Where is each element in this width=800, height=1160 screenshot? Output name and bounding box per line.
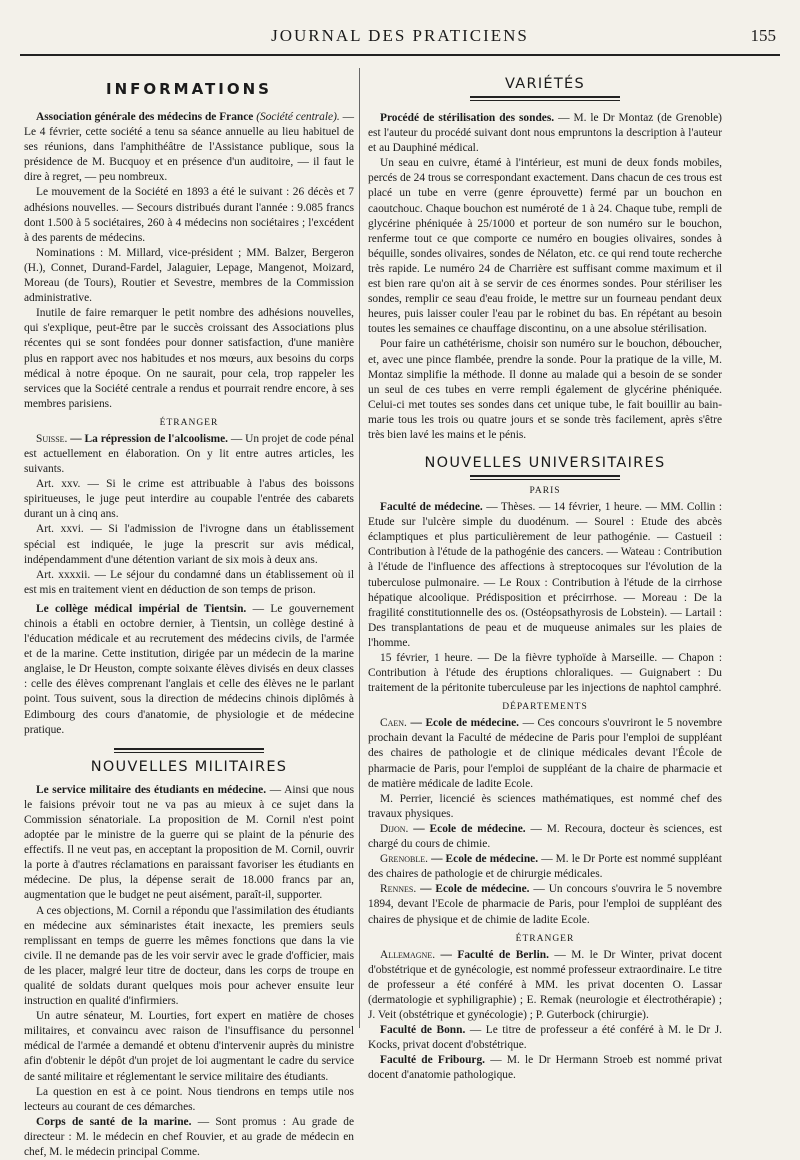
section-title-militaires: NOUVELLES MILITAIRES — [90, 758, 288, 775]
body-corps-sante: — Sont promus : Au grade de directeur : M. le médecin en chef Rouvier, et au grade de médecin en chef, M. le médecin principal Comme. — [24, 1115, 354, 1158]
paragraph-senateur: Un autre sénateur, M. Lourties, fort expert en matière de choses militaires, et convaincu avec raison de l'insuffisance du personnel médical de l'armée a demandé et obtenu d'intervenir auprès du ministre afin d'obtenir le dépôt d'un projet de loi augmentant le cadre du service de santé militaire et réglementant le service militaire des étudiants. — [24, 1010, 354, 1083]
subhead-departements: DÉPARTEMENTS — [502, 702, 588, 713]
lead-rennes: — Ecole de médecine. — [420, 883, 530, 896]
paragraph-art-25: Art. xxv. — Si le crime est attribuable à l'abus des boissons spiritueuses, le juge peut interdire au coupable l'entrée des cabarets durant un à cinq ans. — [24, 478, 354, 521]
paragraph-seau: Un seau en cuivre, étamé à l'intérieur, est muni de deux fonds mobiles, percés de 24 trous se correspondant exactement. Dans chacun de ces trous est placé un tube en verre (genre éprouvette) fermé par un bouchon en caoutchouc. Chaque bouchon est numéroté de 1 à 24. Chaque tube, rempli de glycérine phéniquée à 25/1000 et porteur de son numéro sur le bouchon, renferme tout ce que comporte ce numéro en bougies olivaires, sondes à béquille, sondes olivaires, sondes de Nélaton, etc. ce qui rend toute recherche très rapide. Le numéro 24 de Charrière est suffisant comme maximum et il est bien rare qu'on ait à se servir de ces énormes sondes. Pour stériliser les sondes, remplir ce seau d'eau froide, le mettre sur un fourneau pendant deux heures, puis laisser couler l'eau par le robinet du bas. En répétant au besoin toutes les semaines ce chauffage discontinu, on a une absolue stérilisation. — [368, 157, 722, 336]
body-fribourg: — M. le Dr Hermann Stroeb est nommé privat docent d'anatomie pathologique. — [368, 1054, 722, 1082]
body-rennes: — Un concours s'ouvrira le 5 novembre 1894, devant l'Ecole de pharmacie de Paris, pour l'emploi de suppléant des chaires de physique et de chimie de ladite Ecole. — [368, 883, 722, 926]
city-rennes: Rennes. — [380, 883, 417, 896]
paragraph-association — [24, 110, 354, 185]
paragraph-caen — [368, 716, 722, 791]
paragraph-faculte-paris — [368, 500, 722, 651]
body-faculte-paris: — Thèses. — 14 février, 1 heure. — MM. Collin : Etude sur l'ulcère simple du duodénum. — Sourel : Etude des abcès éclamptiques et plus particulièrement de leur pathogénie. — Castueil : Contribution à l'étude de la pathogénie des cancers. — Wateau : Contribution à l'étude de l'influence des affections à streptocoques sur l'évolution de la tuberculose pulmonaire. — Le Roux : Contribution à l'étude de la cirrhose hépatique alcoolique. Prédisposition et précirrhose. — Moreau : De la fragilité constitutionnelle des os. (Ostéopsathyrosis de Lobstein). — Lartail : Des transplantations de peau et de muqueuse animales sur les plaies de l'homme. — [368, 501, 722, 649]
paragraph-adhesions: Inutile de faire remarquer le petit nombre des adhésions nouvelles, qui s'explique, peut-être par le succès croissant des Associations plus récentes qui se sont fondées pour donner satisfaction, d'une manière plus en rapport avec nos habitudes et nos mœurs, aux besoins du corps médical à notre époque. On ne saurait, pour cela, trop rappeler les services que la Société centrale a rendus et pourrait rendre encore, à ses membres parisiens. — [24, 307, 354, 410]
paragraph-perrier: M. Perrier, licencié ès sciences mathématiques, est nommé chef des travaux physiques. — [368, 792, 722, 820]
lead-tientsin: Le collège médical impérial de Tientsin. — [36, 602, 247, 615]
subhead-etranger-2: ÉTRANGER — [515, 933, 575, 944]
city-caen: Caen. — [380, 717, 407, 730]
section-title-varietes: VARIÉTÉS — [504, 76, 586, 92]
paragraph-grenoble — [368, 852, 722, 882]
body-grenoble: — M. le Dr Porte est nommé suppléant des chaires de pathologie et de chirurgie médicales. — [368, 853, 722, 881]
city-grenoble: Grenoble. — [380, 853, 428, 866]
paragraph-tientsin — [24, 602, 354, 738]
paragraph-suisse — [24, 432, 354, 477]
section-title-universitaires: NOUVELLES UNIVERSITAIRES — [424, 455, 666, 472]
journal-title: JOURNAL DES PRATICIENS — [271, 26, 529, 45]
body-caen: — Ces concours s'ouvriront le 5 novembre prochain devant la Faculté de médecine de Paris pour l'emploi de suppléant des chaires de pathologie et de clinique médicales devant l'École de pharmacie de Paris, pour l'emploi de suppléant de la chaire de pharmacie et de matière médicale de ladite Ecole. — [368, 717, 722, 790]
country-allemagne: Allemagne. — [380, 948, 436, 961]
lead-fribourg: Faculté de Fribourg. — [380, 1054, 486, 1067]
country-suisse: Suisse. — [36, 432, 68, 445]
paragraph-question: La question en est à ce point. Nous tiendrons en temps utile nos lecteurs au courant de ces démarches. — [24, 1085, 354, 1113]
body-tientsin: — Le gouvernement chinois a établi en octobre dernier, à Tientsin, un collège destiné à l'éducation médicale et au recrutement des médecins civils, de l'armée et de la marine. Cette institution, dirigée par un médecin de la marine anglaise, le Dr Heuston, compte soixante élèves divisés en deux classes : celle des élèves comprenant l'anglais et celle des élèves ne le parlant point. Tous suivent, sous la direction de médecins chinois diplômés à Edimbourg des cours d'anatomie, de physiologie et de médecine pratique. — [24, 602, 354, 736]
paragraph-15-fevrier: 15 février, 1 heure. — De la fièvre typhoïde à Marseille. — Chapon : Contribution à l'étude des éruptions chloraliques. — Guignabert : Du traitement de la péritonite tuberculeuse par les injections de naphtol camphré. — [368, 652, 722, 695]
paragraph-catheterisme: Pour faire un cathétérisme, choisir son numéro sur le bouchon, déboucher, et, avec une pince flambée, prendre la sonde. Pour la pratique de la ville, M. Montaz simplifie la méthode. Il donne au malade qui a besoin de se sonder un seul de ces tubes en verre rempli également de glycérine phéniquée. Celui-ci met toutes ses sondes dans cet unique tube, le fait bouillir au bain-marie tous les trois ou quatre jours et se sonde très facilement, après s'être très bien lavé les mains et le pénis. — [368, 338, 722, 441]
column-divider — [359, 68, 360, 1028]
body-service-militaire: — Ainsi que nous le faisions prévoir tout ne va pas au mieux à ce sujet dans la Commission sénatoriale. La proposition de M. Cornil n'est point adoptée par le ministre de la guerre qui se plaint de la pénurie des effectifs. Il ne veut pas, en acceptant la proposition de M. Cornil, ouvrir la porte à d'autres réclamations en paraissant favoriser les étudiants en médecine. De plus, la dépense serait de 18.000 francs par an, augmentation que le budget ne peut aisément, paraît-il, supporter. — [24, 783, 355, 902]
page-number: 155 — [750, 26, 776, 45]
paragraph-bonn — [368, 1023, 722, 1053]
lead-bonn: Faculté de Bonn. — [380, 1024, 466, 1037]
paragraph-fribourg — [368, 1053, 722, 1083]
header-rule — [20, 54, 780, 56]
lead-caen: — Ecole de médecine. — [410, 717, 519, 730]
rule-militaires-top — [114, 748, 264, 753]
lead-dijon: — Ecole de médecine. — [413, 822, 526, 835]
lead-grenoble: — Ecole de médecine. — [431, 853, 539, 866]
right-column — [368, 62, 722, 1083]
body-suisse: — Un projet de code pénal est actuellement en élaboration. On y lit entre autres articles, les suivants. — [24, 432, 354, 476]
paragraph-nominations: Nominations : M. Millard, vice-président ; MM. Balzer, Bergeron (H.), Connet, Durand-Fardel, Jalaguier, Lepage, Mangenot, Moizard, Moreau (de Tours), Routier et Sevestre, membres de la Commission administrative. — [24, 246, 354, 305]
body-bonn: — Le titre de professeur a été conféré à M. le Dr J. Kocks, privat docent d'obstétrique. — [368, 1024, 722, 1052]
paragraph-mouvement: Le mouvement de la Société en 1893 a été le suivant : 26 décès et 7 adhésions nouvelles. — Secours distribués durant l'année : 9.085 francs dont 1.500 à 5 sociétaires, 260 à 4 médecins non sociétaires ; l'excédent à des parents de médecins. — [24, 186, 354, 244]
paragraph-art-33: Art. xxxxii. — Le séjour du condamné dans un établissement où il est mis en traitement vient en déduction de son temps de prison. — [24, 568, 354, 596]
subhead-etranger: ÉTRANGER — [159, 417, 219, 428]
lead-association-italic: (Société centrale). — [256, 111, 340, 123]
rule-universitaires — [470, 475, 620, 480]
paragraph-dijon — [368, 822, 722, 852]
lead-faculte-paris: Faculté de médecine. — [380, 501, 483, 514]
subhead-paris: PARIS — [529, 486, 561, 497]
paragraph-objections: A ces objections, M. Cornil a répondu que l'assimilation des étudiants en médecine aux séminaristes était inexacte, les premiers seuls remplissant en temps de guerre les mêmes fonctions que dans la vie civile. Il ne demande pas de les voir servir avec le grade d'officier, mais de les placer, malgré leur titre de docteur, dans les corps de troupe en qualité de soldats durant quelques mois pour achever ensuite leur instruction en qualité d'infirmiers. — [24, 904, 354, 1008]
paragraph-service-militaire — [24, 783, 354, 904]
lead-association: Association générale des médecins de France — [36, 111, 254, 123]
section-title-informations: INFORMATIONS — [106, 80, 272, 98]
left-column — [24, 62, 354, 1160]
lead-service-militaire: Le service militaire des étudiants en médecine. — [36, 783, 267, 796]
paragraph-art-26: Art. xxvi. — Si l'admission de l'ivrogne dans un établissement spécial est indiquée, le juge la prescrit sur avis médical, indépendamment d'une détention variant de six mois à deux ans. — [24, 523, 354, 566]
city-dijon: Dijon. — [380, 822, 409, 835]
paragraph-procede — [368, 111, 722, 156]
lead-suisse: — La répression de l'alcoolisme. — [70, 432, 229, 445]
body-allemagne: — M. le Dr Winter, privat docent d'obstétrique et de gynécologie, est nommé professeur extraordinaire. Le titre de professeur a été conféré à MM. les privat docenten O. Lassar (dermatologie et syphiligraphie) ; E. Remak (neurologie et électrothérapie) ; J. Veit (obstétrique et gynécologie) ; P. Guterbock (chirurgie). — [368, 948, 722, 1021]
body-dijon: — M. Recoura, docteur ès sciences, est chargé du cours de chimie. — [368, 822, 722, 851]
body-procede: — M. le Dr Montaz (de Grenoble) est l'auteur du procédé suivant dont nous empruntons la description à l'auteur et au Dauphiné médical. — [368, 112, 722, 155]
running-head — [0, 26, 800, 46]
lead-corps-sante: Corps de santé de la marine. — [36, 1115, 192, 1128]
body-association: — Le 4 février, cette société a tenu sa séance annuelle au lieu habituel de ses réunions, dans l'amphithéâtre de l'Assistance publique, sous la présidence de M. Bucquoy et en présence d'un auditoire, — il faut le dire à regret, — peu nombreux. — [24, 111, 354, 184]
rule-varietes — [470, 96, 620, 101]
lead-allemagne: — Faculté de Berlin. — [440, 948, 549, 961]
paragraph-rennes — [368, 882, 722, 927]
paragraph-allemagne — [368, 948, 722, 1023]
lead-procede: Procédé de stérilisation des sondes. — [380, 112, 555, 124]
paragraph-corps-sante — [24, 1115, 354, 1160]
